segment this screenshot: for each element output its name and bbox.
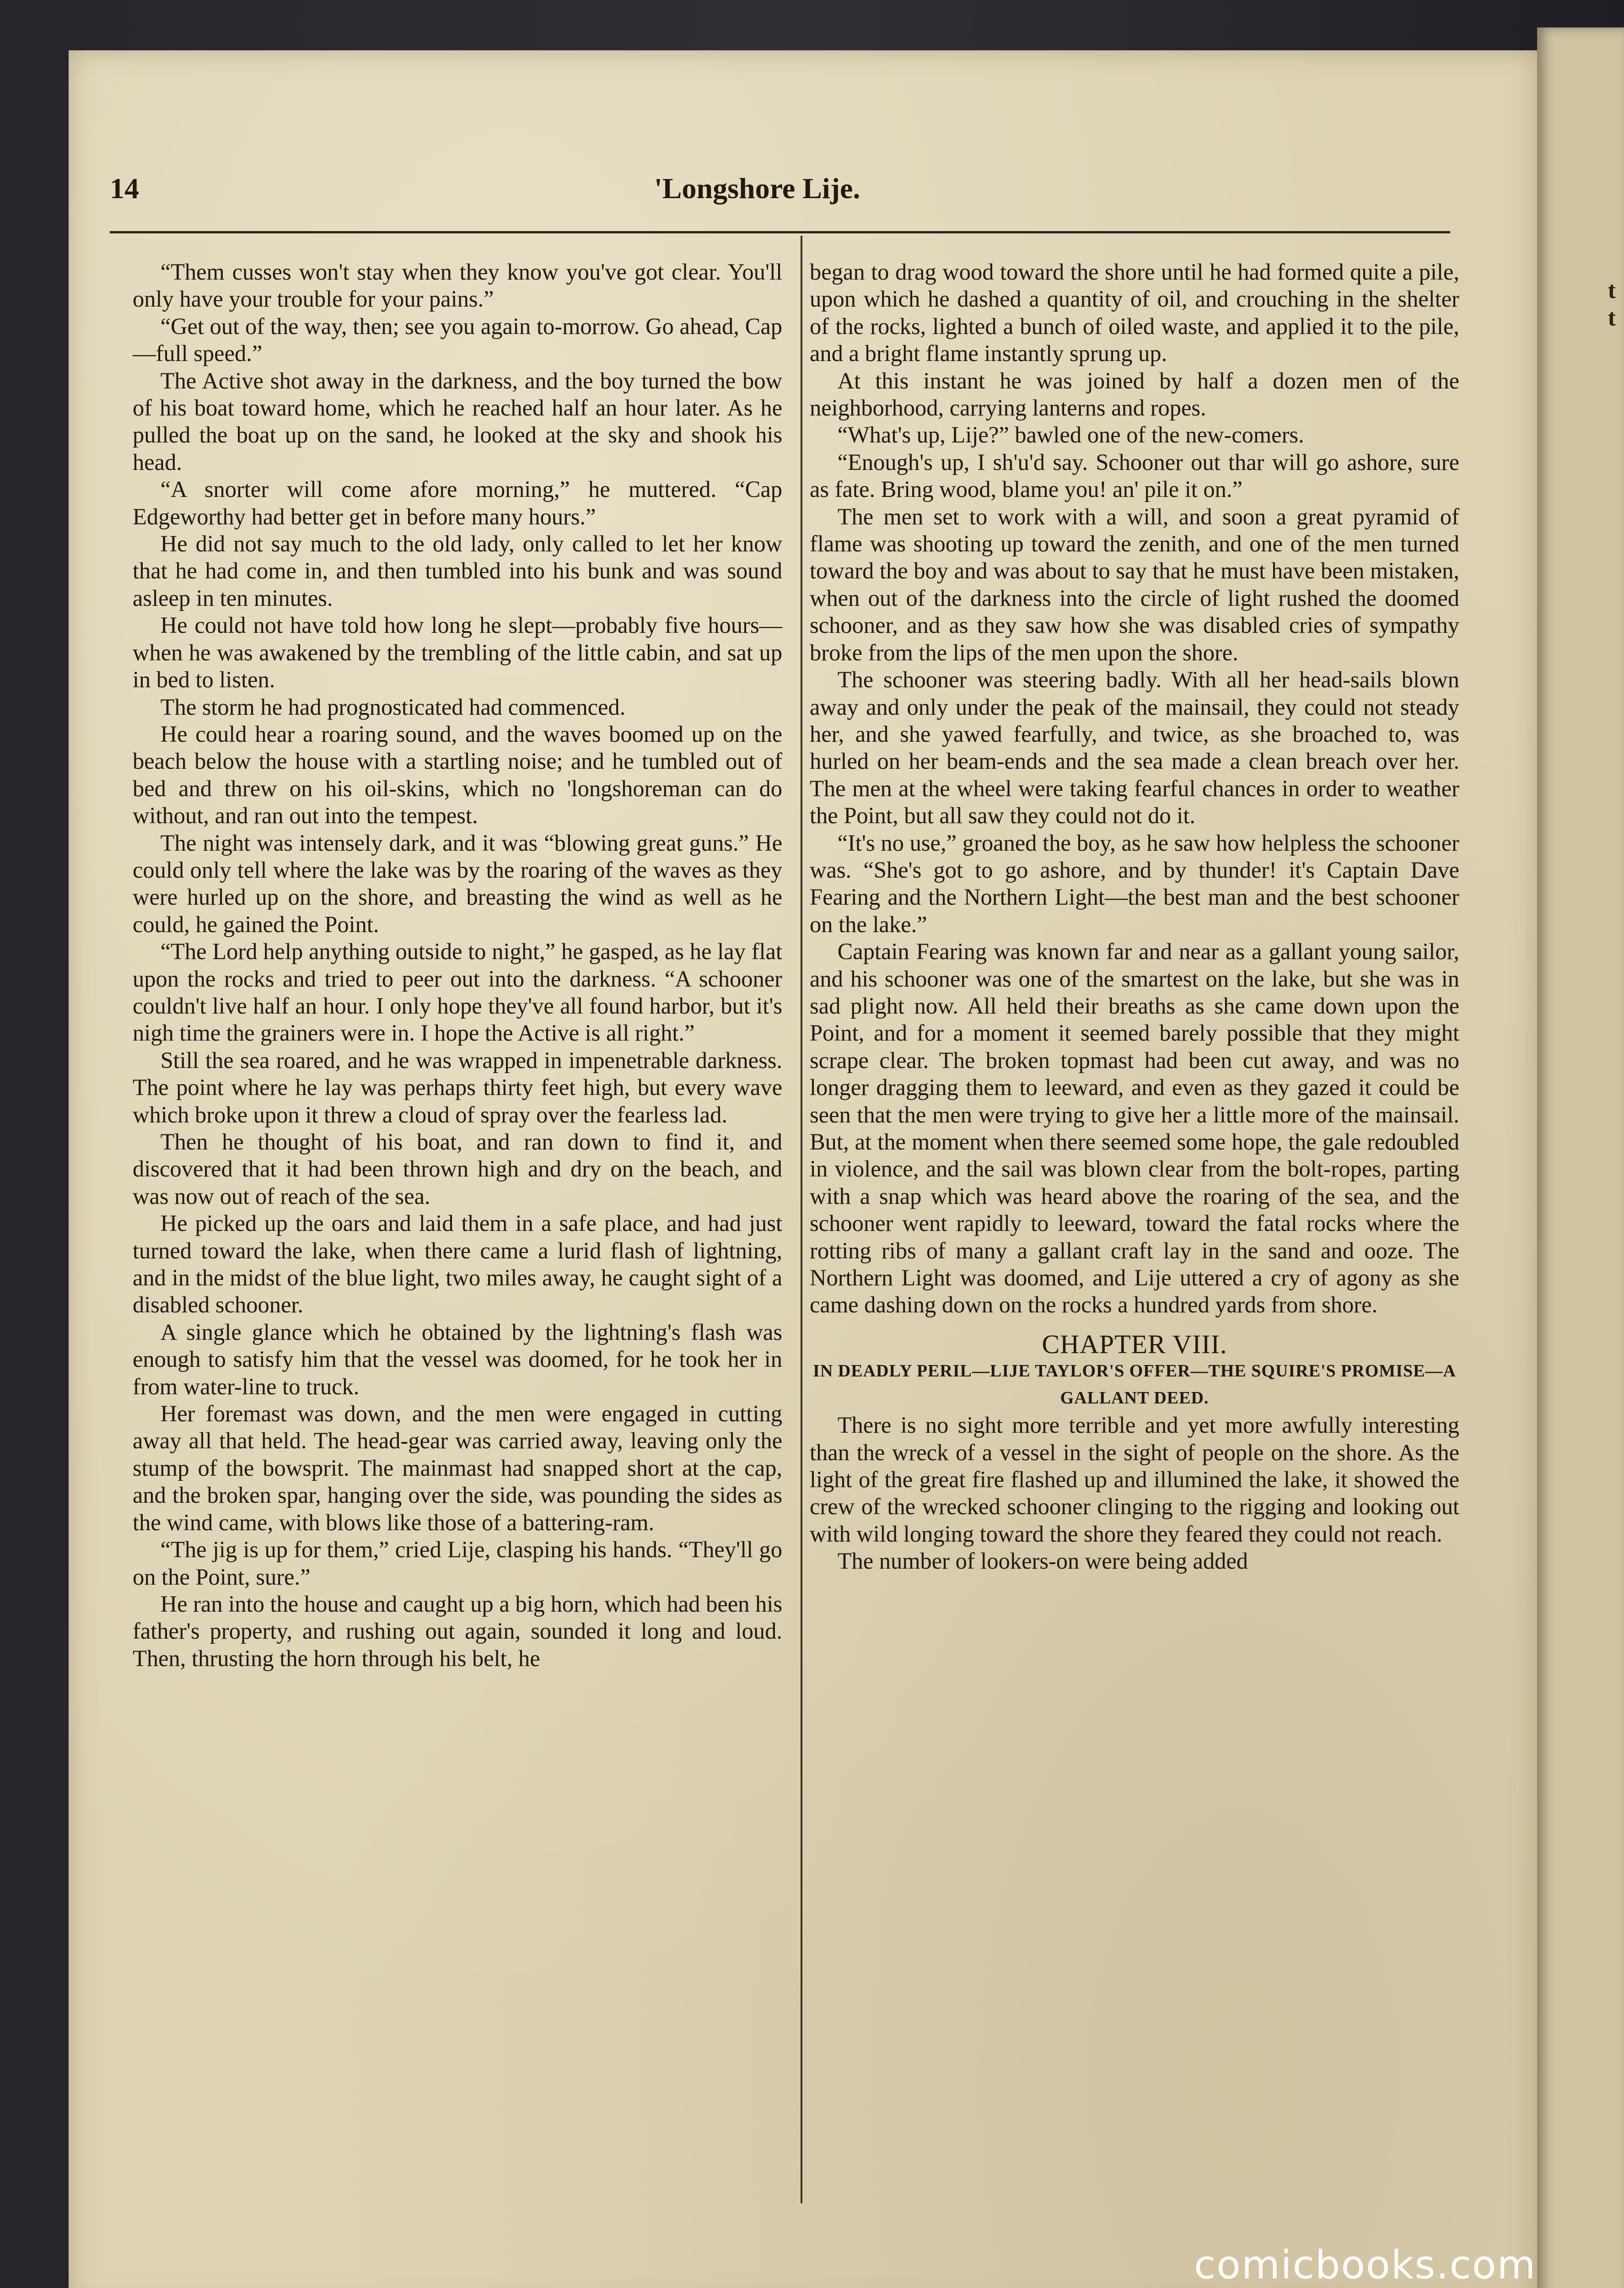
paragraph: Still the sea roared, and he was wrapped in impenetrable darkness. The point where he lay was perhaps thirty feet high, but every wave which broke upon it threw a cloud of spray over the fearless lad. — [133, 1047, 782, 1128]
paragraph: “It's no use,” groaned the boy, as he saw how helpless the schooner was. “She's got to go ashore, and by thunder! it's Captain Dave Fearing and the Northern Light—the best man and the best schooner on the lake.” — [810, 830, 1459, 937]
paragraph: He could hear a roaring sound, and the waves boomed up on the beach below the house with a startling noise; and he tumbled out of bed and threw on his oil-skins, which no 'longshoreman can do without, and ran out into the tempest. — [133, 721, 782, 829]
paragraph: Her foremast was down, and the men were engaged in cutting away all that held. The head-gear was carried away, leaving only the stump of the bowsprit. The mainmast had snapped short at the cap, and the broken spar, hanging over the side, was pounding the sides as the wind came, with blows like those of a battering-ram. — [133, 1401, 782, 1535]
watermark: comicbooks.com — [1194, 2242, 1537, 2288]
paragraph-continuation: began to drag wood toward the shore until he had formed quite a pile, upon which he dashed a quantity of oil, and crouching in the shelter of the rocks, lighted a bunch of oiled waste, and applied it to the pile, and a bright flame instantly sprung up. — [810, 259, 1459, 367]
paragraph: Then he thought of his boat, and ran down to find it, and discovered that it had been thrown high and dry on the beach, and was now out of reach of the sea. — [133, 1129, 782, 1209]
chapter-heading: CHAPTER VIII. — [1042, 1329, 1227, 1359]
paragraph: “Enough's up, I sh'u'd say. Schooner out thar will go ashore, sure as fate. Bring wood, blame you! an' pile it on.” — [810, 449, 1459, 502]
paragraph: “What's up, Lije?” bawled one of the new-comers. — [837, 422, 1304, 448]
left-column — [133, 259, 782, 1672]
paragraph: The men set to work with a will, and soon a great pyramid of flame was shooting up toward the zenith, and one of the men turned toward the boy and was about to say that he must have been mistaken, when out of the darkness into the circle of light rushed the doomed schooner, and as they saw how she was disabled cries of sympathy broke from the lips of the men upon the shore. — [810, 503, 1459, 665]
right-column — [810, 259, 1459, 1575]
adjacent-page-fragment: t — [1608, 305, 1616, 331]
column-divider — [801, 236, 802, 2203]
paragraph: At this instant he was joined by half a dozen men of the neighborhood, carrying lanterns and ropes. — [810, 367, 1459, 421]
paragraph: “A snorter will come afore morning,” he muttered. “Cap Edgeworthy had better get in before many hours.” — [133, 476, 782, 529]
adjacent-page-fragment: t — [1608, 277, 1616, 303]
paragraph: “The Lord help anything outside to night,” he gasped, as he lay flat upon the rocks and tried to peer out into the darkness. “A schooner couldn't live half an hour. I only hope they've all found harbor, but it's nigh time the grainers were in. I hope the Active is all right.” — [133, 939, 782, 1046]
chapter-summary: IN DEADLY PERIL—LIJE TAYLOR'S OFFER—THE SQUIRE'S PROMISE—A GALLANT DEED. — [813, 1361, 1456, 1408]
paragraph: There is no sight more terrible and yet more awfully interesting than the wreck of a vessel in the sight of people on the shore. As the light of the great fire flashed up and illumined the lake, it showed the crew of the wrecked schooner clinging to the rigging and looking out with wild longing toward the shore they feared they could not reach. — [810, 1412, 1459, 1547]
paragraph: He could not have told how long he slept—probably five hours—when he was awakened by the trembling of the little cabin, and sat up in bed to listen. — [133, 612, 782, 693]
header-rule — [110, 231, 1450, 233]
paragraph: The Active shot away in the darkness, and the boy turned the bow of his boat toward home, which he reached half an hour later. As he pulled the boat up on the sand, he looked at the sky and shook his head. — [133, 367, 782, 475]
adjacent-page-edge — [1537, 27, 1624, 2288]
paragraph: A single glance which he obtained by the lightning's flash was enough to satisfy him that the vessel was doomed, for he took her in from water-line to truck. — [133, 1319, 782, 1399]
paragraph: The night was intensely dark, and it was “blowing great guns.” He could only tell where the lake was by the roaring of the waves as they were hurled up on the shore, and breasting the wind as well as he could, he gained the Point. — [133, 830, 782, 937]
paragraph: The schooner was steering badly. With all her head-sails blown away and only under the peak of the mainsail, they could not steady her, and she yawed fearfully, and twice, as she broached to, was hurled on her beam-ends and the sea made a clean breach over her. The men at the wheel were taking fearful chances in order to weather the Point, but all saw they could not do it. — [810, 667, 1459, 829]
page-number: 14 — [110, 172, 139, 205]
running-title: 'Longshore Lije. — [654, 172, 860, 205]
paragraph: The number of lookers-on were being added — [837, 1548, 1248, 1574]
paragraph: He picked up the oars and laid them in a safe place, and had just turned toward the lake, when there came a lurid flash of lightning, and in the midst of the blue light, two miles away, he caught sight of a disabled schooner. — [133, 1210, 782, 1318]
paragraph: “The jig is up for them,” cried Lije, clasping his hands. “They'll go on the Point, sure.” — [133, 1537, 782, 1590]
paragraph: “Get out of the way, then; see you again to-morrow. Go ahead, Cap—full speed.” — [133, 313, 782, 367]
paragraph: “Them cusses won't stay when they know you've got clear. You'll only have your trouble for your pains.” — [133, 259, 782, 312]
paragraph: Captain Fearing was known far and near as a gallant young sailor, and his schooner was one of the smartest on the lake, but she was in sad plight now. All held their breaths as she came down upon the Point, and for a moment it seemed barely possible that they might scrape clear. The broken topmast had been cut away, and was no longer dragging them to leeward, and even as they gazed it could be seen that the men were trying to give her a little more of the mainsail. But, at the moment when there seemed some hope, the gale redoubled in violence, and the sail was blown clear from the bolt-ropes, parting with a snap which was heard above the roaring of the sea, and the schooner went rapidly to leeward, toward the fatal rocks where the rotting ribs of many a gallant craft lay in the sand and ooze. The Northern Light was doomed, and Lije uttered a cry of agony as she came dashing down on the rocks a hundred yards from shore. — [810, 939, 1459, 1318]
paragraph: He ran into the house and caught up a big horn, which had been his father's property, and rushing out again, sounded it long and loud. Then, thrusting the horn through his belt, he — [133, 1591, 782, 1671]
paragraph: He did not say much to the old lady, only called to let her know that he had come in, and then tumbled into his bunk and was sound asleep in ten minutes. — [133, 531, 782, 611]
paragraph: The storm he had prognosticated had commenced. — [160, 694, 626, 720]
